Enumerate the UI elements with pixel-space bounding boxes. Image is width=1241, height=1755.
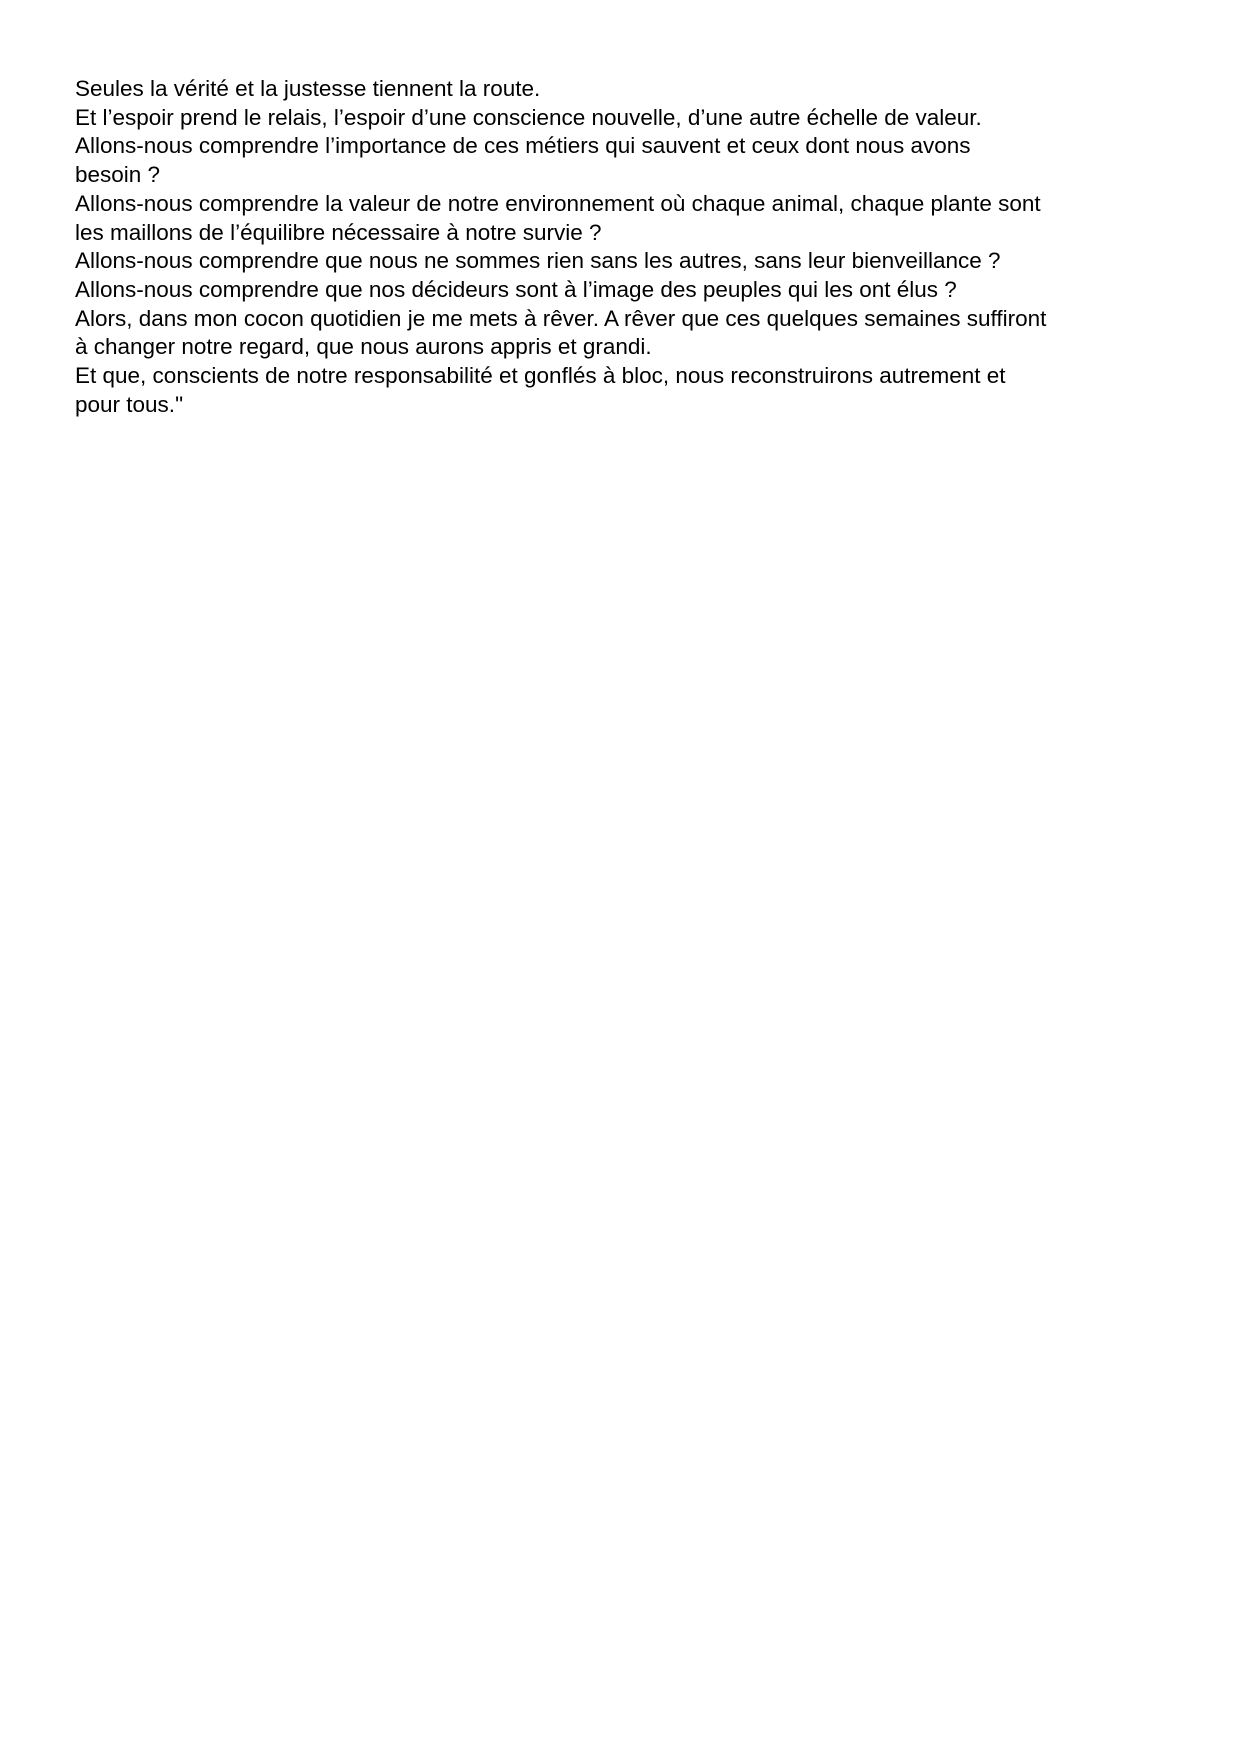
text-line: Et que, conscients de notre responsabilité et gonflés à bloc, nous reconstruirons autrement et	[75, 363, 1006, 389]
text-line: Allons-nous comprendre l’importance de ces métiers qui sauvent et ceux dont nous avons	[75, 133, 971, 159]
text-line: pour tous."	[75, 391, 184, 417]
body-text	[75, 75, 1175, 419]
text-line: Seules la vérité et la justesse tiennent la route.	[75, 76, 541, 101]
text-line: Allons-nous comprendre que nous ne sommes rien sans les autres, sans leur bienveillance ?	[75, 248, 1001, 274]
text-line: besoin ?	[75, 162, 161, 188]
text-line: Et l’espoir prend le relais, l’espoir d’une conscience nouvelle, d’une autre échelle de valeur.	[75, 104, 982, 130]
text-line: Alors, dans mon cocon quotidien je me mets à rêver. A rêver que ces quelques semaines suffiront	[75, 305, 1047, 331]
text-line: à changer notre regard, que nous aurons appris et grandi.	[75, 334, 652, 360]
text-line: Allons-nous comprendre la valeur de notre environnement où chaque animal, chaque plante sont	[75, 190, 1041, 216]
text-line: les maillons de l’équilibre nécessaire à notre survie ?	[75, 219, 602, 245]
text-line: Allons-nous comprendre que nos décideurs sont à l’image des peuples qui les ont élus ?	[75, 276, 957, 302]
